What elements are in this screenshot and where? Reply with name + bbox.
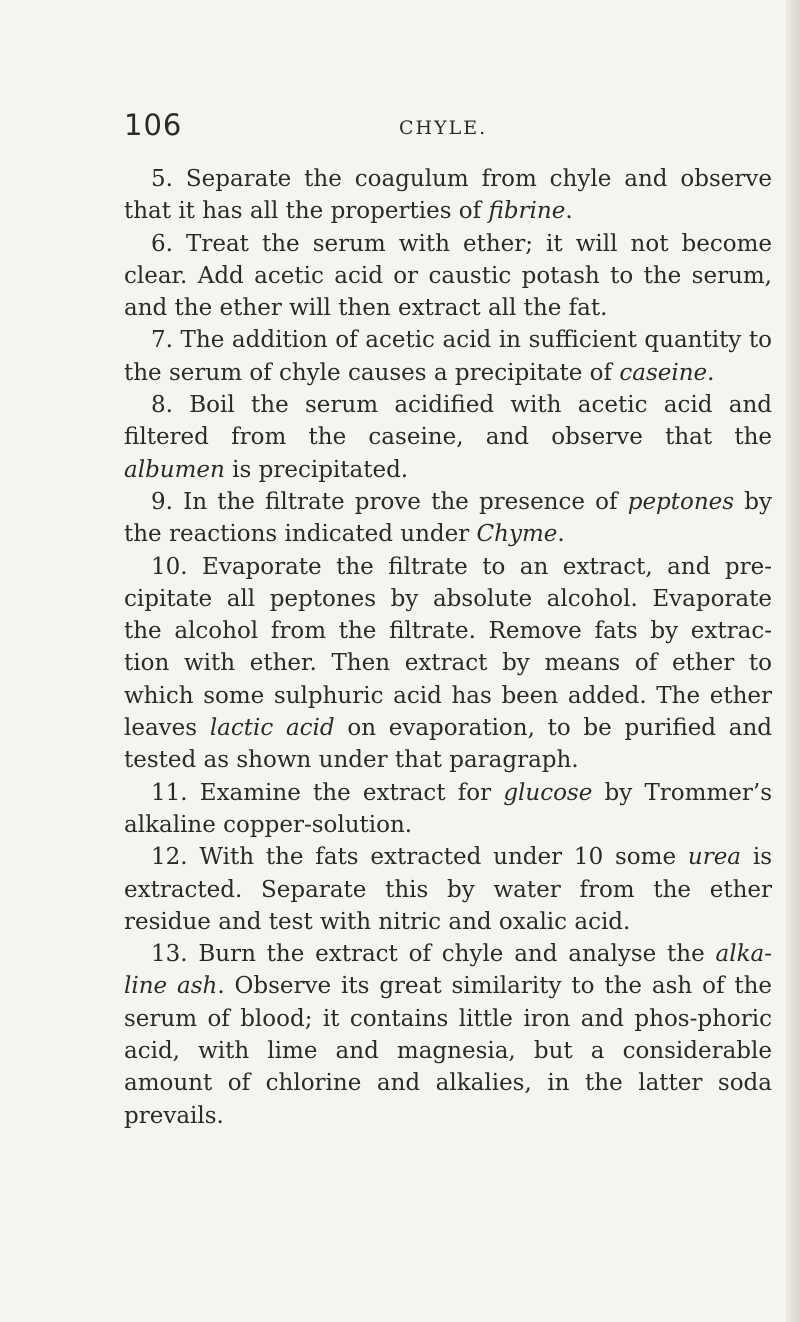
paragraph-12: 12. With the fats extracted under 10 some urea is extracted. Separate this by water from the ether residue and test with nitric and oxalic acid. [124, 844, 772, 935]
term-fibrine: fibrine [488, 198, 566, 225]
paragraph-8: 8. Boil the serum acidified with acetic acid and filtered from the caseine, and observe that the albumen is precipitated. [124, 392, 772, 483]
paragraph-10: 10. Evaporate the filtrate to an extract, and pre-cipitate all peptones by absolute alcohol. Evaporate the alcohol from the filtrate. Remove fats by extrac-tion with ether. Then extract by means of ether to which some sulphuric acid has been added. The ether leaves lactic acid on evaporation, to be purified and tested as shown under that paragraph. [124, 553, 772, 774]
term-albumen: albumen [124, 456, 225, 483]
term-urea: urea [687, 844, 742, 871]
term-alkaline-ash: alka-line ash [124, 941, 772, 1000]
paragraph-13: 13. Burn the extract of chyle and analyse the alka-line ash. Observe its great similarity to the ash of the serum of blood; it contains little iron and phos-phoric acid, with lime and magnesia, but a considerable amount of chlorine and alkalies, in the latter soda prevails. [124, 941, 773, 1129]
paragraph-7: 7. The addition of acetic acid in sufficient quantity to the serum of chyle causes a precipitate of caseine. [124, 327, 772, 386]
page-number: 106 [124, 108, 183, 142]
paragraph-5: 5. Separate the coagulum from chyle and observe that it has all the properties of fibrine. [124, 166, 772, 225]
paragraph-11: 11. Examine the extract for glucose by Trommer’s alkaline copper-solution. [124, 779, 772, 838]
body-text [124, 163, 772, 1132]
running-title: CHYLE. [399, 117, 488, 139]
paragraph-9: 9. In the filtrate prove the presence of peptones by the reactions indicated under Chyme. [124, 488, 772, 548]
term-lactic-acid: lactic acid [209, 715, 335, 742]
paragraph-6: 6. Treat the serum with ether; it will not become clear. Add acetic acid or caustic potash to the serum, and the ether will then extract all the fat. [124, 230, 772, 322]
page-edge-shadow [786, 0, 800, 1322]
term-peptones: peptones [627, 488, 735, 515]
term-chyme: Chyme [476, 521, 558, 548]
term-caseine: caseine [619, 359, 708, 386]
term-glucose: glucose [503, 779, 593, 806]
